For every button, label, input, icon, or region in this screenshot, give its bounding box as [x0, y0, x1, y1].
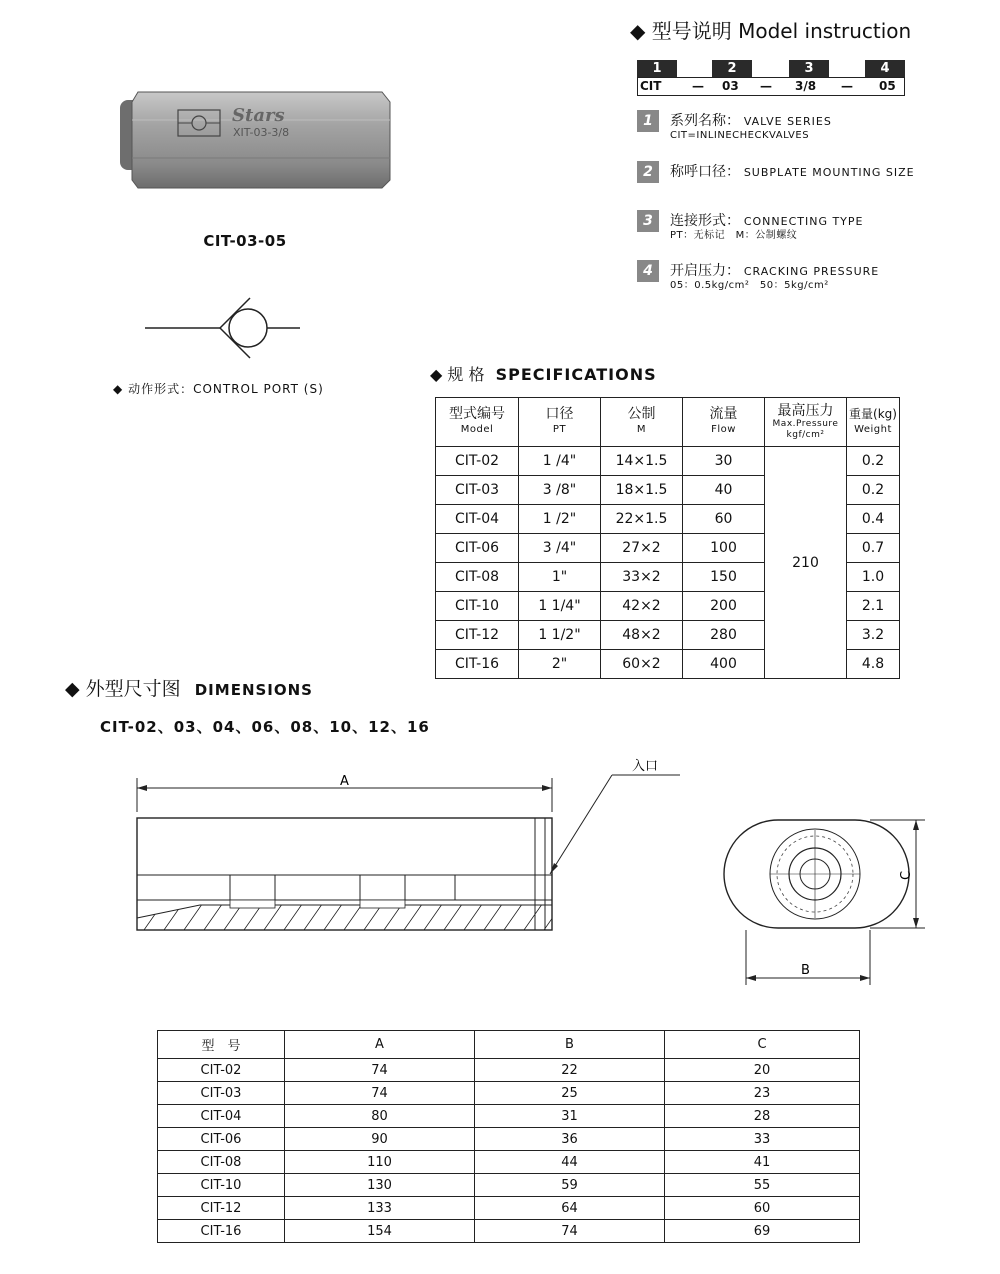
header-max-pressure: 最高压力 Max.Pressure kgf/cm²	[765, 398, 847, 447]
header-flow: 流量 Flow	[683, 398, 765, 447]
table-row: CIT-12 1 1/2" 48×2 280 3.2	[436, 621, 900, 650]
table-row: CIT-16 2" 60×2 400 4.8	[436, 650, 900, 679]
code-number-2: 2	[712, 60, 752, 77]
dimensions-heading	[65, 674, 313, 701]
dimensions-table	[157, 1030, 860, 1243]
item-title: 称呼口径：	[670, 164, 740, 180]
product-caption: CIT-03-05	[203, 232, 287, 250]
item-title: 开启压力：	[670, 263, 740, 279]
model-instruction-heading	[630, 15, 911, 44]
specifications-heading	[430, 362, 657, 385]
code-connection: 3/8	[795, 79, 817, 93]
code-number-1: 1	[637, 60, 677, 77]
code-size: 03	[722, 79, 739, 93]
item-english: SUBPLATE MOUNTING SIZE	[743, 166, 915, 179]
item-english: CRACKING PRESSURE	[743, 265, 880, 278]
model-engraving: XIT-03-3/8	[233, 126, 290, 139]
table-row: CIT-16 154 74 69	[158, 1220, 860, 1243]
item-number-badge: 4	[637, 260, 659, 282]
header-c: C	[665, 1031, 860, 1059]
header-model: 型式编号 Model	[436, 398, 519, 447]
dimensions-model-list: CIT-02、03、04、06、08、10、12、16	[100, 718, 430, 736]
check-valve-symbol	[140, 292, 310, 364]
table-row: CIT-02 74 22 20	[158, 1059, 860, 1082]
item-title: 系列名称：	[670, 113, 740, 129]
code-dash: —	[692, 79, 704, 93]
diamond-bullet-icon: ◆	[65, 678, 80, 700]
table-row: CIT-10 1 1/4" 42×2 200 2.1	[436, 592, 900, 621]
table-row: CIT-03 3 /8" 18×1.5 40 0.2	[436, 476, 900, 505]
model-code-diagram	[637, 60, 905, 97]
specifications-title-zh: 规 格	[447, 365, 485, 384]
specifications-title-en: SPECIFICATIONS	[495, 365, 657, 384]
table-row: CIT-08 1" 33×2 150 1.0	[436, 563, 900, 592]
max-pressure-cell: 210	[765, 447, 847, 679]
header-a: A	[285, 1031, 475, 1059]
item-subtext: 05：0.5kg/cm² 50：5kg/cm²	[670, 280, 829, 291]
specifications-table	[435, 397, 900, 679]
control-port-label	[113, 380, 324, 397]
table-row: CIT-04 1 /2" 22×1.5 60 0.4	[436, 505, 900, 534]
dimension-drawing	[120, 750, 940, 990]
code-pressure: 05	[879, 79, 896, 93]
item-number-badge: 2	[637, 161, 659, 183]
table-row: CIT-12 133 64 60	[158, 1197, 860, 1220]
code-number-4: 4	[865, 60, 905, 77]
table-row: CIT-06 90 36 33	[158, 1128, 860, 1151]
code-dash: —	[841, 79, 853, 93]
table-row: CIT-08 110 44 41	[158, 1151, 860, 1174]
diamond-bullet-icon: ◆	[630, 19, 646, 43]
header-weight: 重量(kg) Weight	[847, 398, 900, 447]
diamond-bullet-icon: ◆	[113, 382, 124, 396]
header-b: B	[475, 1031, 665, 1059]
item-number-badge: 1	[637, 110, 659, 132]
dimensions-title-en: DIMENSIONS	[194, 681, 313, 699]
table-row: CIT-04 80 31 28	[158, 1105, 860, 1128]
item-title: 连接形式：	[670, 213, 740, 229]
dimension-c-label: C	[899, 870, 914, 880]
table-header-row	[436, 398, 900, 447]
table-header-row	[158, 1031, 860, 1059]
item-english: VALVE SERIES	[743, 115, 832, 128]
dimension-a-label: A	[340, 774, 349, 789]
table-row: CIT-02 1 /4" 14×1.5 30 210 0.2	[436, 447, 900, 476]
code-series: CIT	[640, 79, 662, 93]
table-row: CIT-06 3 /4" 27×2 100 0.7	[436, 534, 900, 563]
header-pt: 口径 PT	[519, 398, 601, 447]
diamond-bullet-icon: ◆	[430, 365, 443, 384]
inlet-label: 入口	[632, 759, 659, 774]
table-row: CIT-10 130 59 55	[158, 1174, 860, 1197]
model-instruction-title: 型号说明 Model instruction	[651, 19, 912, 43]
dimension-b-label: B	[801, 963, 810, 978]
dimensions-title-zh: 外型尺寸图	[85, 678, 181, 700]
table-row: CIT-03 74 25 23	[158, 1082, 860, 1105]
code-dash: —	[760, 79, 772, 93]
control-port-text: 动作形式：CONTROL PORT (S)	[128, 382, 324, 396]
header-model: 型 号	[158, 1031, 285, 1059]
item-number-badge: 3	[637, 210, 659, 232]
brand-engraving: Stars	[232, 105, 285, 126]
item-subtext: PT：无标记 M：公制螺纹	[670, 230, 798, 241]
item-subtext: CIT=INLINECHECKVALVES	[670, 130, 810, 141]
code-number-3: 3	[789, 60, 829, 77]
item-english: CONNECTING TYPE	[743, 215, 864, 228]
product-photo	[120, 88, 395, 193]
header-metric: 公制 M	[601, 398, 683, 447]
